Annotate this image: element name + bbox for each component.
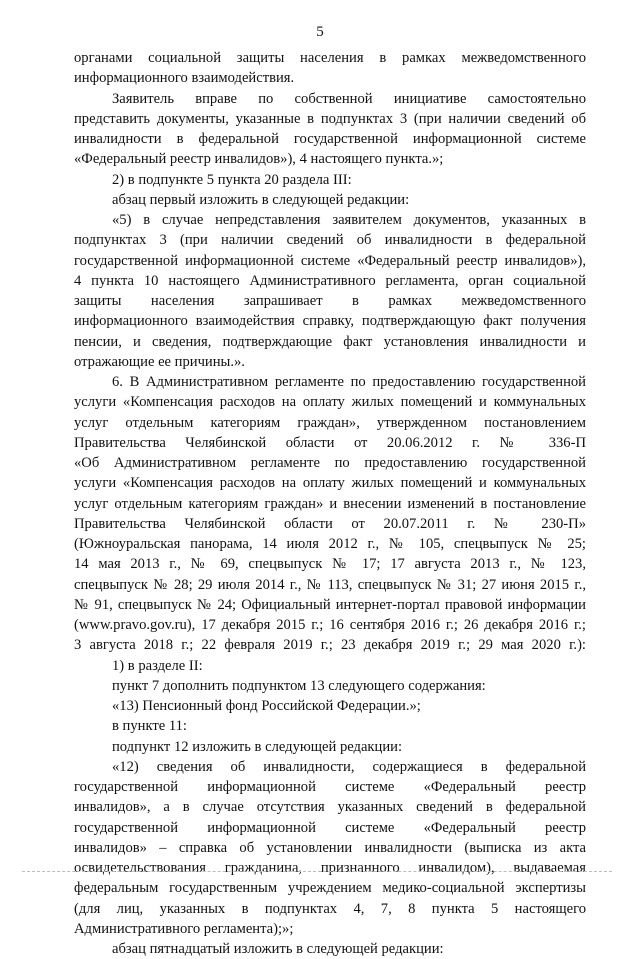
text-line: услуги «Компенсация расходов на оплату жилых помещений и коммунальных bbox=[74, 394, 586, 411]
text-line: «Об Административном регламенте по предоставлению государственной bbox=[74, 455, 586, 471]
text-line: подпунктах 3 (при наличии сведений об инвалидности в федеральной bbox=[74, 232, 586, 249]
text-line: 4 пункта 10 настоящего Административного регламента, орган социальной bbox=[74, 272, 586, 289]
text-line: Правительства Челябинской области от 20.07.2011 г. № 230-П» bbox=[74, 515, 586, 532]
text-line: инвалидов», а в случае отсутствия указанных сведений в федеральной bbox=[74, 799, 586, 816]
text-line: спецвыпуск № 28; 29 июля 2014 г., № 113, спецвыпуск № 31; 27 июня 2015 г., bbox=[74, 576, 586, 593]
text-line: услуги «Компенсация расходов на оплату жилых помещений и коммунальных bbox=[74, 475, 586, 492]
text-line: пункт 7 дополнить подпунктом 13 следующего содержания: bbox=[112, 677, 486, 694]
text-line: № 91, спецвыпуск № 24; Официальный интернет-портал правовой информации bbox=[74, 596, 586, 613]
text-line: органами социальной защиты населения в рамках межведомственного bbox=[74, 50, 586, 66]
scan-edge-divider bbox=[22, 871, 612, 872]
text-line: отражающие ее причины.». bbox=[74, 353, 245, 370]
text-line: пенсии, и сведения, подтверждающие факт установления инвалидности и bbox=[74, 333, 586, 350]
text-line: «12) сведения об инвалидности, содержащиеся в федеральной bbox=[112, 758, 586, 775]
text-line: Правительства Челябинской области от 20.06.2012 г. № 336-П bbox=[74, 434, 586, 451]
text-line: в пункте 11: bbox=[112, 718, 187, 735]
text-line: подпункт 12 изложить в следующей редакции: bbox=[112, 738, 403, 755]
text-line: «13) Пенсионный фонд Российской Федерации.»; bbox=[112, 698, 421, 714]
text-line: услуг отдельным категориям граждан» и внесении изменений в постановление bbox=[74, 495, 586, 512]
document-body bbox=[74, 48, 586, 959]
text-line: (Южноуральская панорама, 14 июля 2012 г., № 105, спецвыпуск № 25; bbox=[74, 536, 586, 552]
text-line: информационного взаимодействия справку, подтверждающую факт получения bbox=[74, 313, 586, 330]
text-line: «5) в случае непредставления заявителем документов, указанных в bbox=[112, 212, 586, 228]
text-line: «Федеральный реестр инвалидов»), 4 настоящего пункта.»; bbox=[74, 151, 444, 168]
text-line: государственной информационной системе «Федеральный реестр bbox=[74, 819, 586, 836]
page-number: 5 bbox=[316, 24, 324, 40]
text-line: 3 августа 2018 г.; 22 февраля 2019 г.; 23 декабря 2019 г.; 29 мая 2020 г.): bbox=[74, 637, 586, 654]
text-line: (для лиц, указанных в подпунктах 4, 7, 8 пункта 5 настоящего bbox=[74, 900, 586, 917]
text-line: абзац первый изложить в следующей редакции: bbox=[112, 191, 410, 208]
text-line: информационного взаимодействия. bbox=[74, 70, 295, 87]
text-line: абзац пятнадцатый изложить в следующей редакции: bbox=[112, 941, 444, 957]
text-line: услуг отдельным категориям граждан», утвержденном постановлением bbox=[74, 414, 586, 431]
text-line: 1) в разделе II: bbox=[112, 657, 203, 674]
text-line: государственной информационной системе «Федеральный реестр bbox=[74, 779, 586, 795]
text-line: освидетельствования гражданина, признанного инвалидом), выдаваемая bbox=[74, 860, 586, 876]
text-line: Административного регламента);»; bbox=[74, 920, 294, 937]
text-line: представить документы, указанные в подпунктах 3 (при наличии сведений об bbox=[74, 110, 586, 127]
text-line: федеральным государственным учреждением медико-социальной экспертизы bbox=[74, 880, 586, 897]
text-line: 14 мая 2013 г., № 69, спецвыпуск № 17; 17 августа 2013 г., № 123, bbox=[74, 556, 586, 573]
text-line: 6. В Административном регламенте по предоставлению государственной bbox=[112, 374, 586, 390]
text-line: инвалидов» – справка об установлении инвалидности (выписка из акта bbox=[74, 839, 586, 856]
text-line: государственной информационной системе «Федеральный реестр инвалидов»), bbox=[74, 252, 586, 269]
text-line: (www.pravo.gov.ru), 17 декабря 2015 г.; 16 сентября 2016 г.; 26 декабря 2016 г.; bbox=[74, 617, 586, 633]
text-line: 2) в подпункте 5 пункта 20 раздела III: bbox=[112, 171, 352, 188]
text-line: Заявитель вправе по собственной инициативе самостоятельно bbox=[112, 90, 586, 107]
text-line: защиты населения запрашивает в рамках межведомственного bbox=[74, 293, 586, 309]
text-line: инвалидности в федеральной государственной информационной системе bbox=[74, 131, 586, 147]
